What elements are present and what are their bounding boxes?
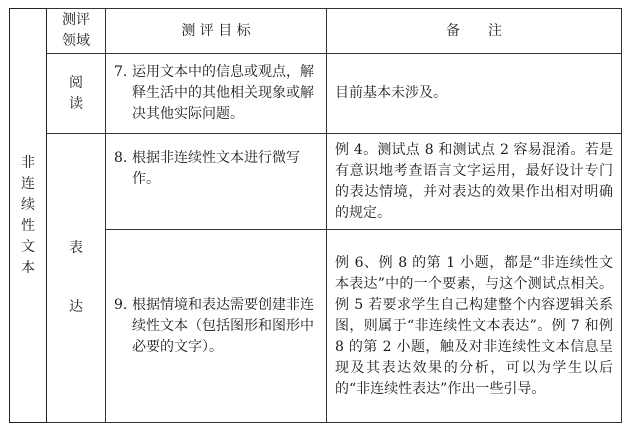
domain-char: 达	[69, 299, 83, 315]
note-cell: 例 6、例 8 的第 1 小题，都是“非连续性文本表达”中的一个要素，与这个测试点相关。例 5 若要求学生自己构建整个内容逻辑关系图，则属于“非连续性文本表达”。例 7 和例 8 的第 2 小题，触及对非连续性文本信息呈现及其表达效果的分析，可以为学生以后的“非连续性表达”作出一些引导。	[327, 230, 622, 423]
category-char: 本	[21, 259, 35, 276]
note-cell: 例 4。测试点 8 和测试点 2 容易混淆。若是有意识地考查语言文字运用，最好设计专门的表达情境，并对表达的效果作出相对明确的规定。	[327, 134, 622, 230]
header-row	[10, 9, 622, 54]
category-cell	[10, 9, 47, 423]
header-domain-line2: 领域	[62, 33, 90, 49]
objective-number: 7.	[114, 64, 128, 80]
table-row	[10, 54, 622, 134]
note-cell: 目前基本未涉及。	[327, 54, 622, 134]
objective-number: 8.	[114, 150, 128, 166]
category-char: 连	[21, 175, 35, 192]
category-char: 非	[21, 154, 35, 171]
category-char: 续	[21, 196, 35, 213]
objective-text: 根据情境和表达需要创建非连续性文本（包括图形和图形中必要的文字）。	[132, 296, 314, 355]
table-row	[10, 134, 622, 230]
category-char: 性	[21, 217, 35, 234]
domain-cell-read	[47, 54, 106, 134]
category-char: 文	[21, 238, 35, 255]
objective-number: 9.	[114, 296, 128, 313]
objective-cell	[106, 134, 327, 230]
domain-char: 表	[69, 240, 83, 256]
header-objective: 测 评 目 标	[106, 9, 327, 54]
domain-cell-express	[47, 134, 106, 423]
domain-char: 读	[69, 95, 83, 112]
domain-char: 阅	[69, 74, 83, 91]
objective-text: 根据非连续性文本进行微写作。	[132, 150, 300, 187]
header-domain	[47, 9, 106, 54]
objective-cell	[106, 230, 327, 423]
header-domain-line1: 测评	[62, 12, 90, 28]
objective-text: 运用文本中的信息或观点，解释生活中的其他相关现象或解决其他实际问题。	[132, 64, 314, 122]
objective-cell	[106, 54, 327, 134]
evaluation-table	[9, 8, 622, 423]
header-note: 备 注	[327, 9, 622, 54]
